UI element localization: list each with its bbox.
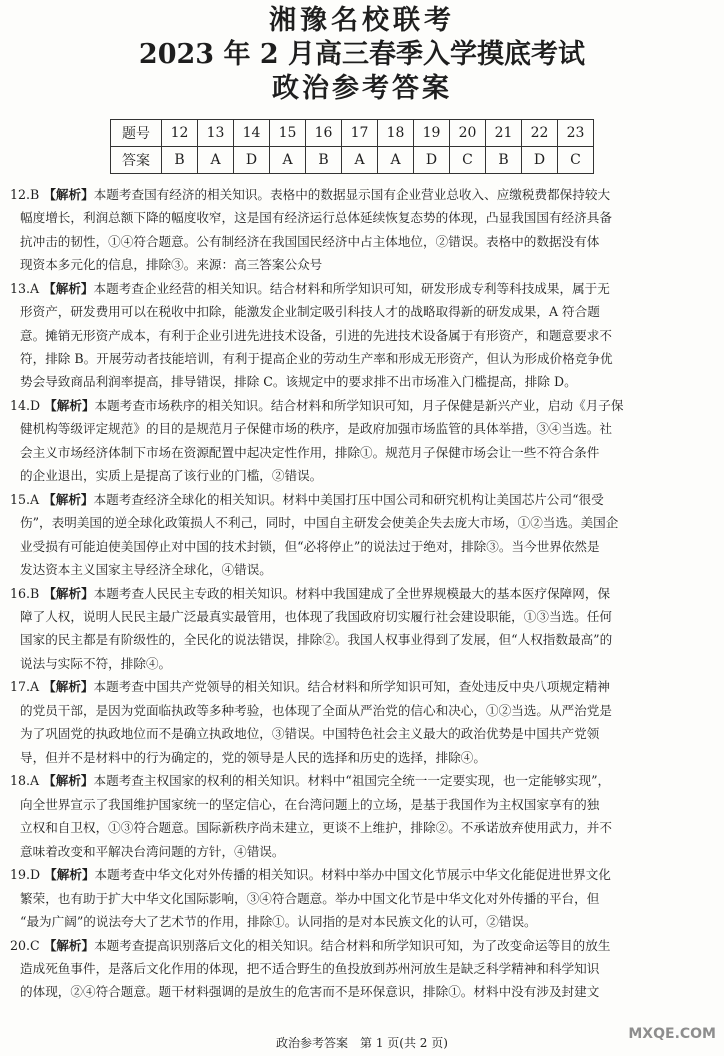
explanation-line <box>10 910 716 933</box>
explanation-text: 的企业退出，实质上是提高了该行业的门槛，②错误。 <box>20 468 323 484</box>
explanation-text: 本题考查人民民主专政的相关知识。材料中我国建成了全世界规模最大的基本医疗保障网，保 <box>93 585 611 601</box>
explanation-line <box>10 887 716 910</box>
explanation-line <box>10 957 716 980</box>
question-answer-label: 18.A <box>10 773 40 789</box>
explanation-text: “最为广阔”的说法夸大了艺术节的作用，排除①。认同指的是对本民族文化的认可，②错误。 <box>20 913 537 929</box>
explanation-line <box>10 722 716 745</box>
question-number-cell: 20 <box>450 120 486 147</box>
explanation-item <box>10 934 716 1004</box>
question-number-cell: 14 <box>234 120 270 147</box>
question-number-cell: 19 <box>414 120 450 147</box>
question-answer-label: 13.A <box>10 280 40 296</box>
explanation-text: 本题考查国有经济的相关知识。表格中的数据显示国有企业营业总收入、应缴税费都保持较大 <box>93 187 611 202</box>
explanation-line <box>10 675 716 698</box>
explanation-text: 本题考查主权国家的权利的相关知识。材料中“祖国完全统一一定要实现，也一定能够实现”， <box>93 773 611 789</box>
question-number-cell: 15 <box>270 120 306 147</box>
exam-organizer-title: 湘豫名校联考 <box>269 5 455 36</box>
explanation-text: 伤”，表明美国的逆全球化政策损人不利己，同时，中国自主研发会使美企失去庞大市场，①②当选。美国企 <box>20 515 619 531</box>
explanation-text: 健机构等级评定规范》的目的是规范月子保健市场的秩序，是政府加强市场监管的具体举措，③④当选。社 <box>20 421 612 437</box>
explanation-text: 符，排除 B。开展劳动者技能培训，有利于提高企业的劳动生产率和形成无形资产，但认为形成价格竞争优 <box>20 351 613 367</box>
explanation-line <box>10 230 716 253</box>
explanation-text: 国家的民主都是有阶级性的，全民化的说法错误，排除②。我国人权事业得到了发展，但“人权指数最高”的 <box>20 632 613 648</box>
question-answer-label: 19.D <box>10 867 41 883</box>
explanation-line <box>10 206 716 229</box>
explanation-text: 造成死鱼事件，是落后文化作用的体现，把不适合野生的鱼投放到苏州河放生是缺乏科学精神和科学知识 <box>20 960 600 976</box>
explanation-text: 为了巩固党的执政地位而不是确立执政地位，③错误。中国特色社会主义最大的政治优势是中国共产党领 <box>20 726 600 742</box>
analysis-tag: 【解析】 <box>44 867 95 883</box>
explanation-text: 发达资本主义国家主导经济全球化，④错误。 <box>20 562 272 578</box>
explanation-line <box>10 558 716 581</box>
explanation-text: 本题考查市场秩序的相关知识。结合材料和所学知识可知，月子保健是新兴产业，启动《月子保 <box>94 398 624 414</box>
explanation-text: 意味着改变和平解决台湾问题的方针，④错误。 <box>20 843 285 859</box>
explanation-text: 业受损有可能迫使美国停止对中国的技术封锁，但“必将停止”的说法过于绝对，排除③。当今世界依然是 <box>20 538 600 554</box>
question-answer-label: 17.A <box>10 679 40 695</box>
analysis-tag: 【解析】 <box>43 491 94 507</box>
explanation-line <box>10 980 716 1003</box>
explanation-item <box>10 769 716 863</box>
question-number-cell: 18 <box>378 120 414 147</box>
analysis-tag: 【解析】 <box>43 280 94 296</box>
explanation-text: 本题考查企业经营的相关知识。结合材料和所学知识可知，研发形成专利等科技成果，属于无 <box>93 280 610 296</box>
explanation-text: 本题考查中华文化对外传播的相关知识。材料中举办中国文化节展示中华文化能促进世界文化 <box>94 867 611 883</box>
explanation-text: 会主义市场经济体制下市场在资源配置中起决定性作用，排除①。规范月子保健市场会让一些不符合条件 <box>20 444 600 460</box>
answer-cell: A <box>198 147 234 174</box>
explanation-line <box>10 277 716 300</box>
analysis-tag: 【解析】 <box>43 187 94 202</box>
explanation-text: 说法与实际不符，排除④。 <box>20 655 172 671</box>
explanation-text: 向全世界宣示了我国维护国家统一的坚定信心，在台湾问题上的立场，是基于我国作为主权国家享有的独 <box>20 796 600 812</box>
answer-cell: C <box>558 147 594 174</box>
explanation-line <box>10 628 716 651</box>
question-number-cell: 13 <box>198 120 234 147</box>
answer-table-number-row <box>111 120 594 147</box>
question-answer-label: 20.C <box>10 937 40 953</box>
question-answer-label: 12.B <box>10 187 40 202</box>
analysis-tag: 【解析】 <box>43 937 95 953</box>
explanation-text: 现资本多元化的信息，排除③。来源：高三答案公众号 <box>20 257 323 273</box>
explanation-line <box>10 253 716 276</box>
explanation-text: 繁荣，也有助于扩大中华文化国际影响，③④符合题意。举办中国文化节是中华文化对外传播的平台，但 <box>20 890 600 906</box>
explanation-line <box>10 370 716 393</box>
analysis-tag: 【解析】 <box>43 773 94 789</box>
explanation-line <box>10 464 716 487</box>
answer-cell: D <box>234 147 270 174</box>
answer-cell: C <box>450 147 486 174</box>
explanation-item <box>10 277 716 394</box>
explanation-line <box>10 863 716 886</box>
explanation-text: 立权和自卫权，①③符合题意。国际新秩序尚未建立，更谈不上维护，排除②。不承诺放弃使用武力，并不 <box>20 820 612 836</box>
analysis-tag: 【解析】 <box>43 585 94 601</box>
page-footer: 政治参考答案 第 1 页(共 2 页) <box>276 1036 448 1050</box>
answer-table-answer-row <box>111 147 594 174</box>
explanation-line <box>10 793 716 816</box>
question-number-cell: 12 <box>162 120 198 147</box>
explanation-line <box>10 582 716 605</box>
explanation-text: 的体现，②④符合题意。题干材料强调的是放生的危害而不是环保意识，排除①。材料中没有涉及封建文 <box>20 984 600 1000</box>
explanation-text: 幅度增长，利润总额下降的幅度收窄，这是国有经济运行总体延续恢复态势的体现，凸显我国国有经济具备 <box>20 210 612 226</box>
explanation-text: 本题考查经济全球化的相关知识。材料中美国打压中国公司和研究机构让美国芯片公司“很受 <box>93 491 604 507</box>
question-answer-label: 14.D <box>10 398 41 414</box>
answer-cell: A <box>342 147 378 174</box>
subject-title: 政治参考答案 <box>272 73 452 104</box>
explanation-text: 意。摊销无形资产成本，有利于企业引进先进技术设备，引进的先进技术设备属于有形资产，和题意要求不 <box>20 327 612 343</box>
explanation-text: 导，但并不是材料中的行为确定的，党的领导是人民的选择和历史的选择，排除④。 <box>20 749 486 765</box>
explanation-line <box>10 652 716 675</box>
exam-name-title: 2023 年 2 月高三春季入学摸底考试 <box>138 39 586 70</box>
question-answer-label: 15.A <box>10 491 40 507</box>
question-number-cell: 23 <box>558 120 594 147</box>
answer-cell: A <box>378 147 414 174</box>
explanation-line <box>10 816 716 839</box>
answer-cell: D <box>522 147 558 174</box>
explanation-line <box>10 441 716 464</box>
analysis-tag: 【解析】 <box>43 679 94 695</box>
answer-header: 答案 <box>111 147 162 174</box>
explanation-line <box>10 699 716 722</box>
answer-cell: B <box>486 147 522 174</box>
answer-table <box>110 119 594 174</box>
explanation-text: 本题考查中国共产党领导的相关知识。结合材料和所学知识可知，查处违反中央八项规定精神 <box>93 679 610 695</box>
answer-cell: A <box>270 147 306 174</box>
explanation-line <box>10 746 716 769</box>
explanation-item <box>10 394 716 488</box>
answer-cell: D <box>414 147 450 174</box>
answer-cell: B <box>306 147 342 174</box>
explanation-text: 形资产，研发费用可以在税收中扣除，能激发企业制定吸引科技人才的战略取得新的研发成果，A 符合题 <box>20 304 600 320</box>
question-answer-label: 16.B <box>10 585 40 601</box>
explanation-line <box>10 840 716 863</box>
explanation-text: 势会导致商品利润率提高，排导错误，排除 C。该规定中的要求排不出市场准入门槛提高，排除 D。 <box>20 374 577 390</box>
explanation-item <box>10 488 716 582</box>
explanation-line <box>10 769 716 792</box>
explanation-line <box>10 324 716 347</box>
question-number-cell: 17 <box>342 120 378 147</box>
question-number-cell: 16 <box>306 120 342 147</box>
question-number-cell: 22 <box>522 120 558 147</box>
explanations <box>10 183 716 1004</box>
explanation-line <box>10 511 716 534</box>
explanation-line <box>10 535 716 558</box>
question-number-header: 题号 <box>111 120 162 147</box>
site-watermark: MXQE.COM <box>628 1026 716 1042</box>
explanation-text: 障了人权，说明人民民主最广泛最真实最管用，也体现了我国政府切实履行社会建设职能，①③当选。任何 <box>20 609 612 625</box>
explanation-line <box>10 300 716 323</box>
explanation-line <box>10 605 716 628</box>
explanation-text: 抗冲击的韧性，①④符合题意。公有制经济在我国国民经济中占主体地位，②错误。表格中的数据没有体 <box>20 233 600 249</box>
question-number-cell: 21 <box>486 120 522 147</box>
explanation-text: 的党员干部，是因为党面临执政等多种考验，也体现了全面从严治党的信心和决心，①②当选。从严治党是 <box>20 702 612 718</box>
explanation-line <box>10 183 716 206</box>
explanation-item <box>10 675 716 769</box>
title-block <box>0 4 724 106</box>
answer-cell: B <box>162 147 198 174</box>
explanation-line <box>10 394 716 417</box>
explanation-line <box>10 934 716 957</box>
explanation-line <box>10 347 716 370</box>
explanation-line <box>10 417 716 440</box>
explanation-item <box>10 863 716 933</box>
analysis-tag: 【解析】 <box>44 398 95 414</box>
explanation-text: 本题考查提高识别落后文化的相关知识。结合材料和所学知识可知，为了改变命运等目的放生 <box>94 937 611 953</box>
explanation-item <box>10 183 716 277</box>
explanation-item <box>10 582 716 676</box>
explanation-line <box>10 488 716 511</box>
